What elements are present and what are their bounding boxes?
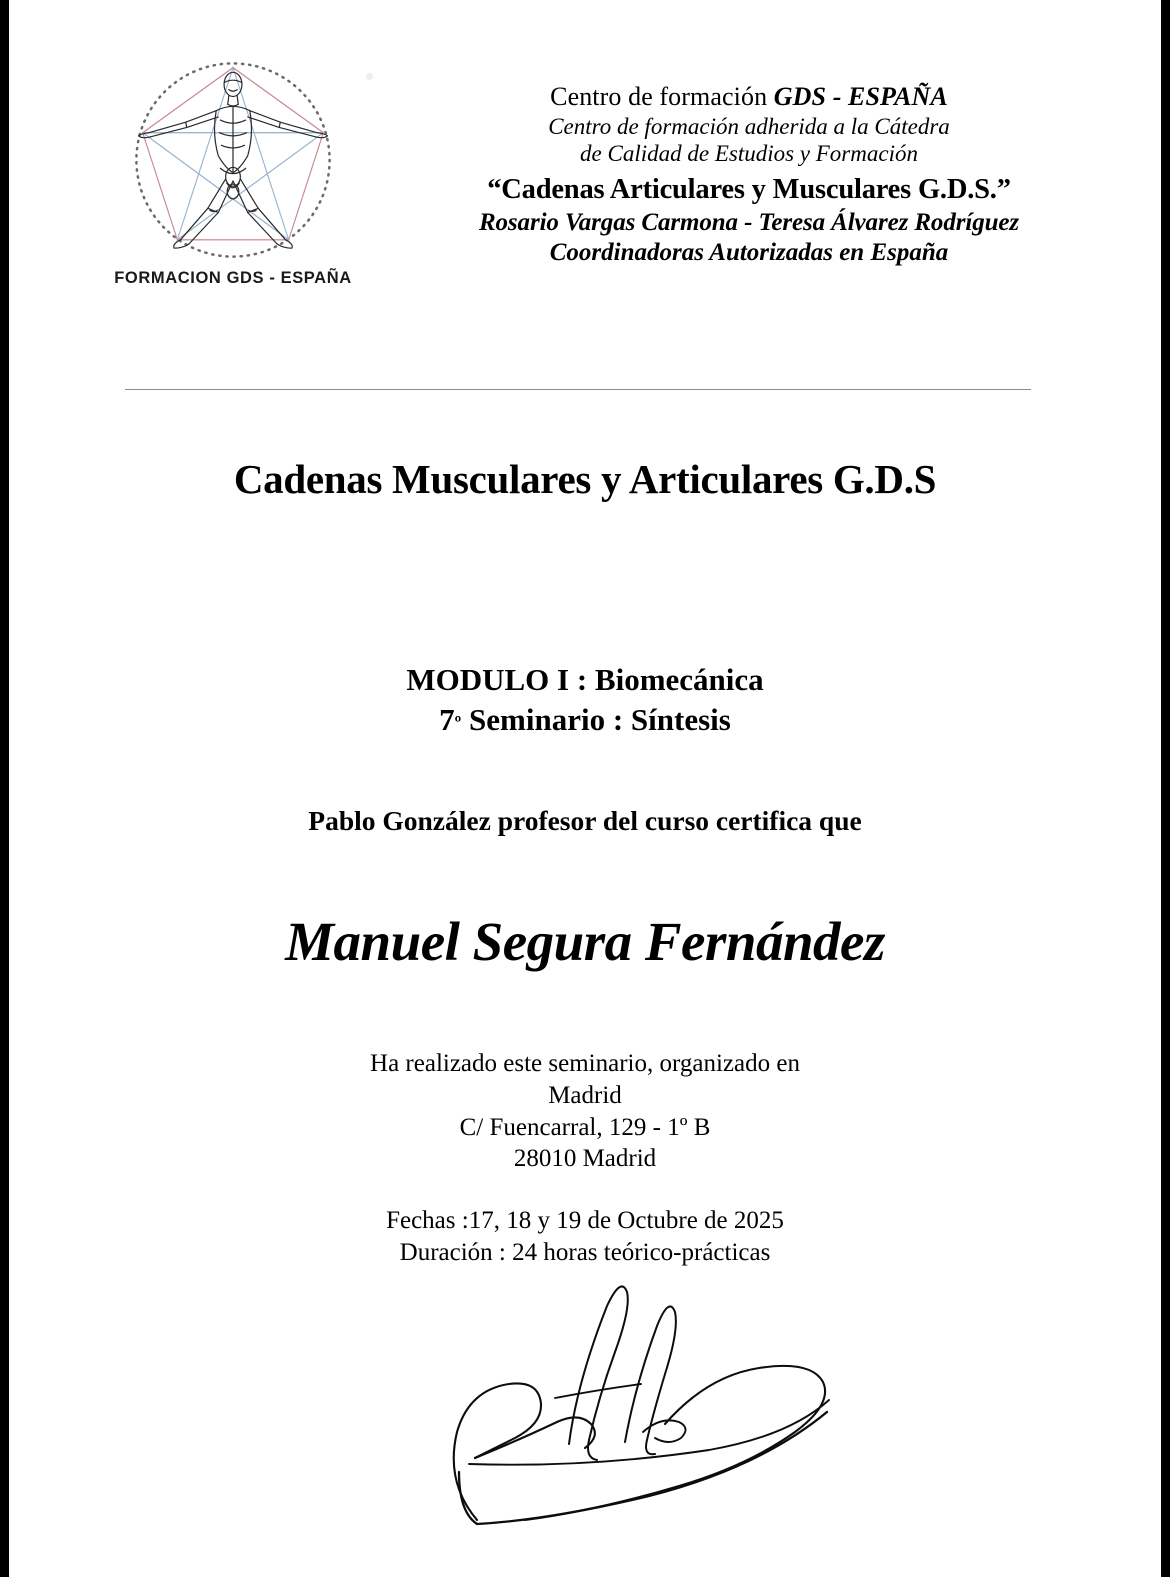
venue-block xyxy=(9,1048,1161,1175)
coordinators-role: Coordinadoras Autorizadas en España xyxy=(549,239,949,267)
venue-postal: 28010 Madrid xyxy=(513,1145,657,1173)
course-title: Cadenas Musculares y Articulares G.D.S xyxy=(233,456,937,502)
module-block xyxy=(9,660,1161,739)
header-line-1 xyxy=(369,82,1129,113)
header-line-1-bold: GDS - ESPAÑA xyxy=(773,82,948,111)
venue-street: C/ Fuencarral, 129 - 1º B xyxy=(459,1113,711,1141)
dates-block xyxy=(9,1205,1161,1269)
seminar-rest: Seminario : Síntesis xyxy=(461,701,731,737)
venue-city: Madrid xyxy=(548,1081,622,1109)
course-duration: Duración : 24 horas teórico-prácticas xyxy=(399,1238,771,1266)
header-line-1-prefix: Centro de formación xyxy=(550,82,774,111)
header-divider xyxy=(125,389,1031,390)
scan-artifact-dot xyxy=(366,73,373,80)
certifying-statement: Pablo González profesor del curso certifica que xyxy=(308,805,862,836)
handwritten-signature xyxy=(429,1272,879,1532)
header-line-3: de Calidad de Estudios y Formación xyxy=(580,141,918,167)
seminar-ordinal: º xyxy=(454,711,462,734)
coordinators-names: Rosario Vargas Carmona - Teresa Álvarez Rodríguez xyxy=(478,208,1020,236)
venue-line-1: Ha realizado este seminario, organizado en xyxy=(370,1050,800,1077)
seminar-label xyxy=(9,700,1161,740)
certificate-header xyxy=(9,0,1161,320)
logo-caption: FORMACION GDS - ESPAÑA xyxy=(114,269,352,287)
module-label: MODULO I : Biomecánica xyxy=(406,662,764,697)
course-dates: Fechas :17, 18 y 19 de Octubre de 2025 xyxy=(386,1207,784,1234)
header-text-block xyxy=(369,82,1129,269)
program-title: “Cadenas Articulares y Musculares G.D.S.” xyxy=(487,173,1011,205)
signature-area xyxy=(429,1272,879,1532)
header-line-2: Centro de formación adherida a la Cátedra xyxy=(548,113,950,139)
seminar-number: 7 xyxy=(439,701,455,737)
organization-logo xyxy=(113,55,353,288)
recipient-name: Manuel Segura Fernández xyxy=(285,911,885,972)
certificate-page xyxy=(9,0,1161,1577)
vitruvian-man-pentagram-icon xyxy=(128,55,338,265)
